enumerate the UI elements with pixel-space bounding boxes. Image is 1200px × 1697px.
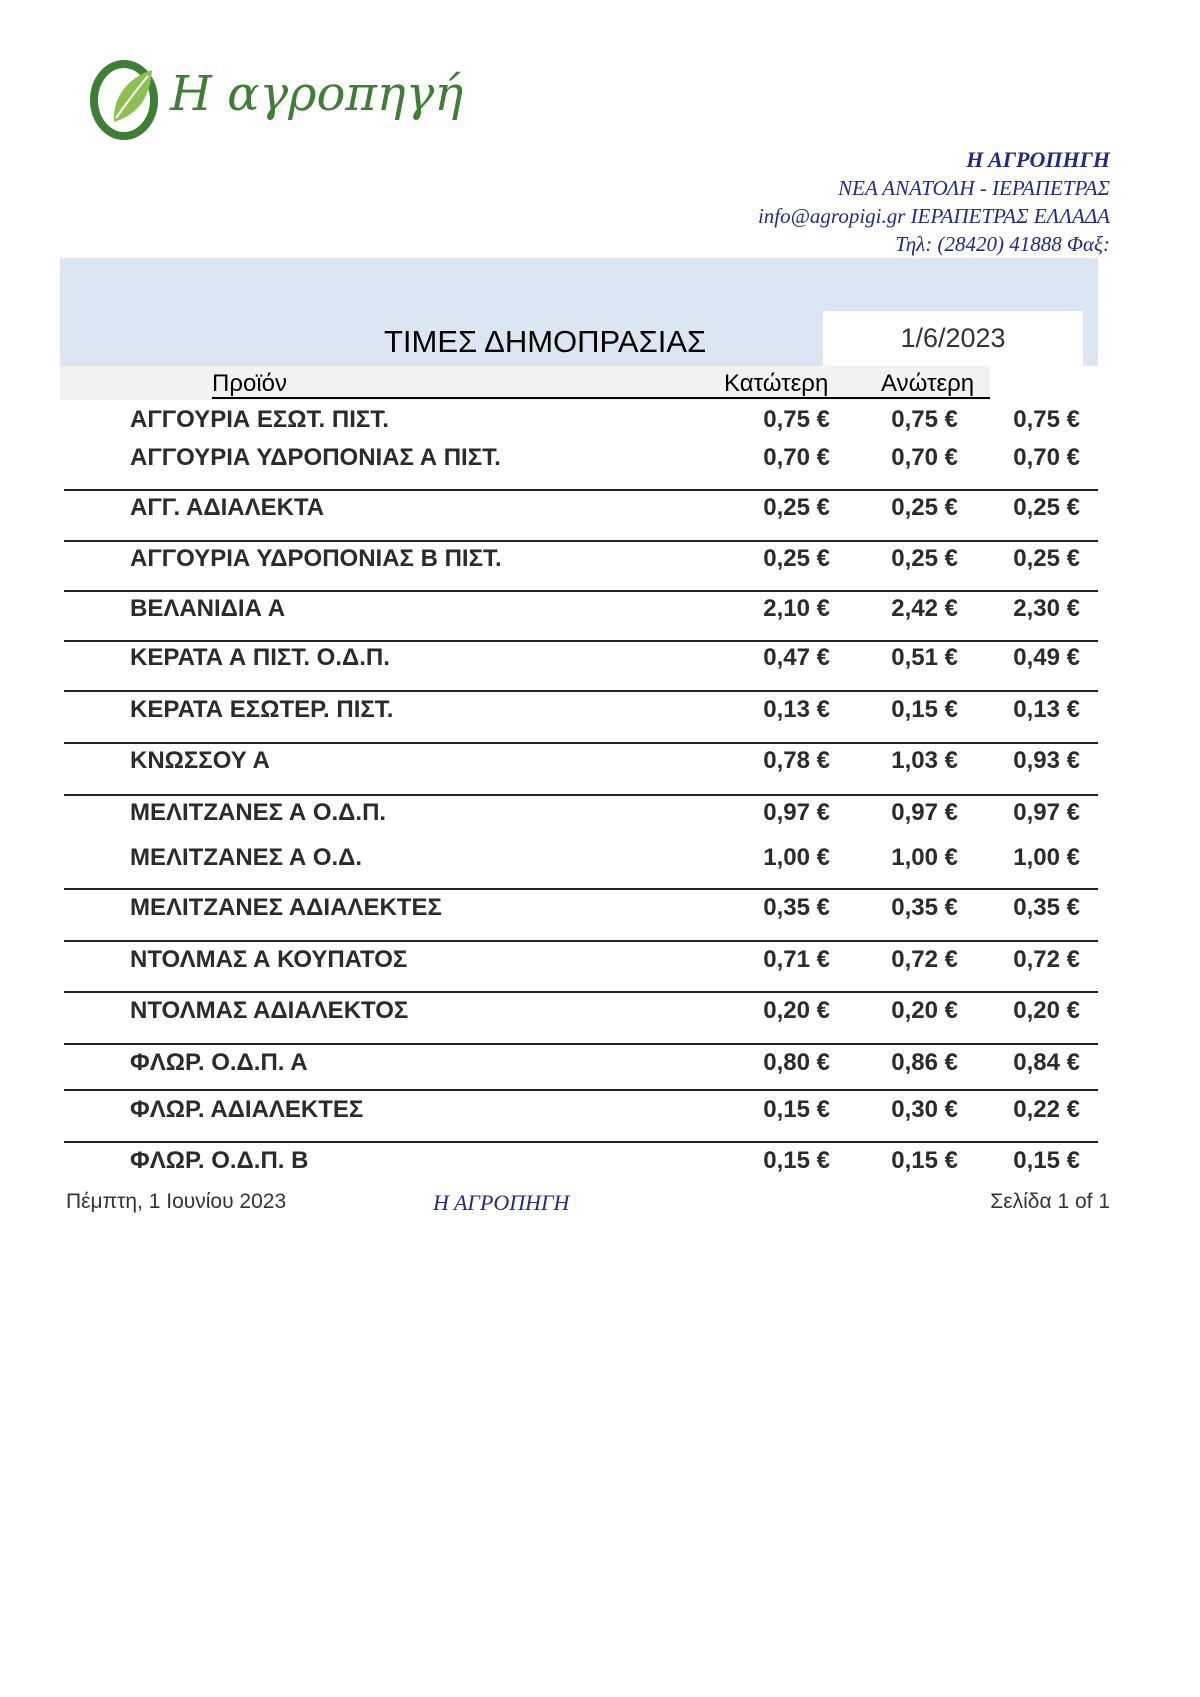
table-row (0, 591, 1200, 627)
max-price: 0,25 € (891, 494, 958, 521)
max-price: 0,15 € (891, 696, 958, 723)
min-price: 0,75 € (763, 406, 830, 433)
table-row (0, 942, 1200, 978)
max-price: 0,15 € (891, 1147, 958, 1174)
company-address: ΝΕΑ ΑΝΑΤΟΛΗ - ΙΕΡΑΠΕΤΡΑΣ (838, 176, 1110, 200)
product-name: ΑΓΓ. ΑΔΙΑΛΕΚΤΑ (130, 494, 325, 521)
table-row (0, 840, 1200, 876)
max-price: 0,30 € (891, 1096, 958, 1123)
row-separator (64, 690, 1098, 692)
header-underline (212, 397, 990, 399)
table-row (0, 692, 1200, 728)
company-logo (84, 52, 464, 147)
min-price: 2,10 € (763, 595, 830, 622)
min-price: 0,47 € (763, 644, 830, 671)
table-row (0, 440, 1200, 476)
avg-price: 0,25 € (1013, 494, 1080, 521)
product-name: ΒΕΛΑΝΙΔΙΑ Α (130, 595, 286, 622)
avg-price: 0,13 € (1013, 696, 1080, 723)
table-row (0, 1143, 1200, 1179)
product-name: ΜΕΛΙΤΖΑΝΕΣ Α Ο.Δ.Π. (130, 799, 387, 826)
company-phone-line: Τηλ: (28420) 41888 Φαξ: (895, 232, 1110, 256)
header-max: Ανώτερη (881, 370, 975, 397)
max-price: 0,70 € (891, 444, 958, 471)
row-separator (64, 489, 1098, 491)
table-row (0, 1092, 1200, 1128)
company-email-line: info@agropigi.gr ΙΕΡΑΠΕΤΡΑΣ ΕΛΛΑΔΑ (757, 204, 1110, 228)
avg-price: 0,70 € (1013, 444, 1080, 471)
report-date: 1/6/2023 (823, 311, 1083, 366)
max-price: 0,25 € (891, 545, 958, 572)
footer-page: Σελίδα 1 of 1 (990, 1190, 1110, 1213)
logo-text: Η αγροπηγή (170, 66, 464, 122)
company-info (758, 146, 1110, 258)
product-name: ΜΕΛΙΤΖΑΝΕΣ Α Ο.Δ. (130, 844, 363, 871)
product-name: ΦΛΩΡ. Ο.Δ.Π. Β (130, 1147, 309, 1174)
product-name: ΚΕΡΑΤΑ ΕΣΩΤΕΡ. ΠΙΣΤ. (130, 696, 394, 723)
row-separator (64, 742, 1098, 744)
table-row (0, 640, 1200, 676)
avg-price: 0,93 € (1013, 747, 1080, 774)
min-price: 0,15 € (763, 1147, 830, 1174)
avg-price: 0,20 € (1013, 997, 1080, 1024)
table-row (0, 993, 1200, 1029)
product-name: ΦΛΩΡ. Ο.Δ.Π. Α (130, 1049, 308, 1076)
min-price: 0,97 € (763, 799, 830, 826)
max-price: 1,00 € (891, 844, 958, 871)
row-separator (64, 590, 1098, 592)
product-name: ΝΤΟΛΜΑΣ Α ΚΟΥΠΑΤΟΣ (130, 946, 408, 973)
min-price: 0,80 € (763, 1049, 830, 1076)
row-separator (64, 1089, 1098, 1091)
row-separator (64, 640, 1098, 642)
min-price: 0,13 € (763, 696, 830, 723)
row-separator (64, 991, 1098, 993)
max-price: 0,35 € (891, 894, 958, 921)
row-separator (64, 540, 1098, 542)
min-price: 0,78 € (763, 747, 830, 774)
footer-company: Η ΑΓΡΟΠΗΓΗ (433, 1190, 570, 1215)
table-row (0, 795, 1200, 831)
table-row (0, 541, 1200, 577)
max-price: 0,51 € (891, 644, 958, 671)
avg-price: 0,35 € (1013, 894, 1080, 921)
min-price: 0,70 € (763, 444, 830, 471)
row-separator (64, 1141, 1098, 1143)
avg-price: 0,97 € (1013, 799, 1080, 826)
table-row (0, 490, 1200, 526)
max-price: 0,86 € (891, 1049, 958, 1076)
table-header-background (60, 366, 990, 400)
product-name: ΜΕΛΙΤΖΑΝΕΣ ΑΔΙΑΛΕΚΤΕΣ (130, 894, 442, 921)
max-price: 1,03 € (891, 747, 958, 774)
max-price: 0,75 € (891, 406, 958, 433)
avg-price: 0,84 € (1013, 1049, 1080, 1076)
min-price: 0,15 € (763, 1096, 830, 1123)
max-price: 2,42 € (891, 595, 958, 622)
company-name: Η ΑΓΡΟΠΗΓΗ (966, 147, 1110, 172)
header-product: Προϊόν (212, 370, 288, 397)
min-price: 0,25 € (763, 545, 830, 572)
avg-price: 2,30 € (1013, 595, 1080, 622)
min-price: 0,35 € (763, 894, 830, 921)
product-name: ΑΓΓΟΥΡΙΑ ΥΔΡΟΠΟΝΙΑΣ Β ΠΙΣΤ. (130, 545, 502, 572)
leaf-icon (84, 52, 174, 147)
avg-price: 1,00 € (1013, 844, 1080, 871)
avg-price: 0,75 € (1013, 406, 1080, 433)
row-separator (64, 1043, 1098, 1045)
header-min: Κατώτερη (724, 370, 829, 397)
report-title: ΤΙΜΕΣ ΔΗΜΟΠΡΑΣΙΑΣ (384, 324, 707, 359)
min-price: 0,25 € (763, 494, 830, 521)
min-price: 0,20 € (763, 997, 830, 1024)
table-row (0, 402, 1200, 438)
table-row (0, 743, 1200, 779)
row-separator (64, 940, 1098, 942)
product-name: ΝΤΟΛΜΑΣ ΑΔΙΑΛΕΚΤΟΣ (130, 997, 409, 1024)
avg-price: 0,15 € (1013, 1147, 1080, 1174)
product-name: ΚΝΩΣΣΟΥ Α (130, 747, 270, 774)
min-price: 0,71 € (763, 946, 830, 973)
avg-price: 0,22 € (1013, 1096, 1080, 1123)
table-row (0, 890, 1200, 926)
product-name: ΚΕΡΑΤΑ Α ΠΙΣΤ. Ο.Δ.Π. (130, 644, 390, 671)
product-name: ΑΓΓΟΥΡΙΑ ΕΣΩΤ. ΠΙΣΤ. (130, 406, 389, 433)
avg-price: 0,72 € (1013, 946, 1080, 973)
product-name: ΑΓΓΟΥΡΙΑ ΥΔΡΟΠΟΝΙΑΣ Α ΠΙΣΤ. (130, 444, 501, 471)
min-price: 1,00 € (763, 844, 830, 871)
max-price: 0,72 € (891, 946, 958, 973)
table-row (0, 1045, 1200, 1081)
avg-price: 0,25 € (1013, 545, 1080, 572)
product-name: ΦΛΩΡ. ΑΔΙΑΛΕΚΤΕΣ (130, 1096, 364, 1123)
footer-date: Πέμπτη, 1 Ιουνίου 2023 (66, 1190, 287, 1213)
avg-price: 0,49 € (1013, 644, 1080, 671)
row-separator (64, 794, 1098, 796)
row-separator (64, 888, 1098, 890)
max-price: 0,97 € (891, 799, 958, 826)
max-price: 0,20 € (891, 997, 958, 1024)
